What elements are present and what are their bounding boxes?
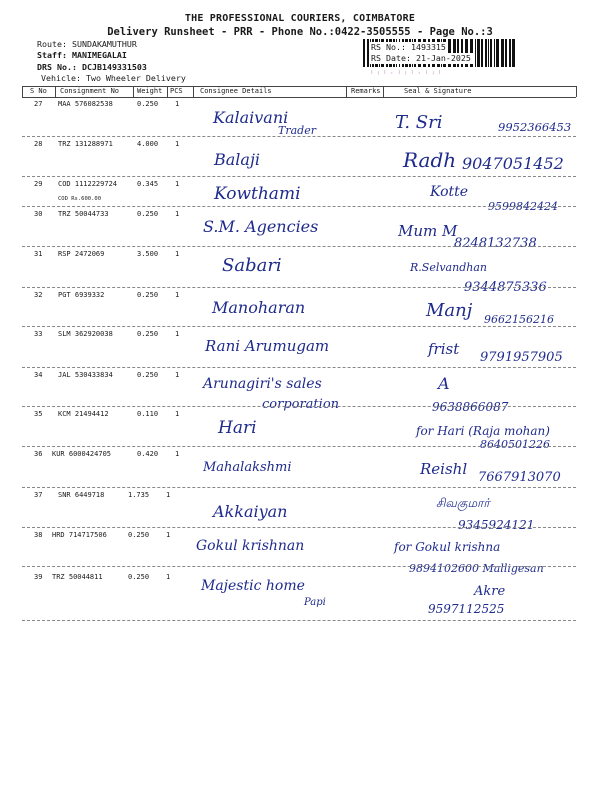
consignee-handwriting: Sabari [222, 255, 282, 276]
row-separator [22, 566, 576, 567]
col-divider [22, 86, 23, 97]
table-header-border [22, 97, 576, 98]
phone-handwriting: 9047051452 [462, 154, 564, 173]
consignee-handwriting: Rani Arumugam [205, 337, 330, 355]
signature-handwriting: for Hari (Raja mohan) [416, 424, 550, 438]
consignee-handwriting: Manoharan [212, 298, 306, 317]
row-weight: 0.250 [137, 330, 159, 338]
row-separator [22, 136, 576, 137]
consignee-handwriting: Balaji [214, 150, 261, 169]
phone-handwriting: 7667913070 [478, 470, 561, 485]
row-separator [22, 326, 576, 327]
signature-handwriting: Manj [426, 300, 473, 321]
row-consignment-no: MAA 576082538 [58, 100, 113, 108]
signature-handwriting: Radh [403, 148, 457, 172]
row-weight: 0.420 [137, 450, 159, 458]
row-pcs: 1 [166, 573, 171, 581]
row-sno: 28 [34, 140, 43, 148]
signature-handwriting: Mum M [398, 222, 458, 240]
col-header-seal: Seal & Signature [404, 87, 472, 95]
row-pcs: 1 [175, 450, 180, 458]
row-weight: 3.500 [137, 250, 159, 258]
row-sno: 39 [34, 573, 43, 581]
phone-handwriting: 9791957905 [480, 350, 563, 365]
col-header-remarks: Remarks [351, 87, 381, 95]
consignee-handwriting: S.M. Agencies [203, 217, 319, 236]
barcode-bar [512, 39, 515, 67]
consignee-handwriting: corporation [262, 397, 340, 412]
barcode-bar [488, 39, 489, 67]
col-header-pcs: PCS [170, 87, 183, 95]
barcode-bar [490, 39, 492, 67]
row-weight: 0.250 [128, 531, 150, 539]
phone-handwriting: 9638866087 [432, 400, 509, 414]
barcode-bar [481, 39, 483, 67]
consignee-handwriting: Mahalakshmi [203, 460, 292, 475]
signature-handwriting: Akre [474, 584, 506, 599]
row-weight: 1.735 [128, 491, 150, 499]
consignee-handwriting: Papi [304, 597, 326, 608]
barcode-bar [509, 39, 511, 67]
row-separator [22, 176, 576, 177]
col-divider [55, 86, 56, 97]
row-separator [22, 367, 576, 368]
row-consignment-no: SNR 6449718 [58, 491, 105, 499]
row-sno: 27 [34, 100, 43, 108]
row-consignment-no: TRZ 50044733 [58, 210, 109, 218]
row-pcs: 1 [175, 291, 180, 299]
row-consignment-no: KCM 21494412 [58, 410, 109, 418]
col-divider [167, 86, 168, 97]
barcode-bar [363, 39, 365, 67]
drs-info [37, 62, 147, 73]
row-weight: 0.250 [137, 210, 159, 218]
staff-info [37, 50, 127, 61]
row-separator [22, 487, 576, 488]
row-pcs: 1 [166, 531, 171, 539]
row-sno: 29 [34, 180, 43, 188]
vehicle-info: Vehicle: Two Wheeler Delivery [41, 73, 186, 83]
row-sno: 37 [34, 491, 43, 499]
phone-handwriting: 8248132738 [454, 236, 537, 251]
consignee-handwriting: Hari [218, 418, 257, 438]
signature-handwriting: R.Selvandhan [410, 261, 487, 274]
staff-label: Staff: [37, 50, 72, 60]
runsheet-subtitle: Delivery Runsheet - PRR - Phone No.:0422-3505555 - Page No.:3 [107, 26, 493, 38]
col-header-consignment: Consignment No [60, 87, 120, 95]
row-weight: 0.345 [137, 180, 159, 188]
signature-handwriting: சிவகுமார் [436, 496, 490, 510]
consignee-handwriting: Kowthami [214, 184, 301, 204]
row-pcs: 1 [175, 100, 180, 108]
row-sno: 30 [34, 210, 43, 218]
row-weight: 4.000 [137, 140, 159, 148]
signature-handwriting: Kotte [430, 184, 469, 200]
barcode-bar [485, 39, 487, 67]
row-consignment-no: SLM 362920038 [58, 330, 113, 338]
row-separator [22, 246, 576, 247]
row-weight: 0.250 [128, 573, 150, 581]
row-consignment-no: COD 1112229724 [58, 180, 118, 188]
signature-handwriting: T. Sri [395, 112, 443, 133]
row-separator [22, 206, 576, 207]
phone-handwriting: 9597112525 [428, 602, 505, 616]
row-consignment-no: TRZ 131288971 [58, 140, 113, 148]
row-separator [22, 527, 576, 528]
signature-handwriting: frist [428, 340, 460, 358]
row-consignment-no: RSP 2472069 [58, 250, 105, 258]
row-pcs: 1 [175, 410, 180, 418]
row-consignment-no: HRD 714717506 [52, 531, 107, 539]
row-pcs: 1 [175, 210, 180, 218]
row-consignment-no: KUR 6000424705 [52, 450, 112, 458]
row-separator [22, 620, 576, 621]
barcode-bar [477, 39, 480, 67]
col-header-weight: Weight [137, 87, 163, 95]
col-header-sno: S No [30, 87, 47, 95]
consignee-handwriting: Gokul krishnan [196, 538, 305, 554]
col-header-consignee: Consignee Details [200, 87, 272, 95]
col-divider [383, 86, 384, 97]
consignee-handwriting: Kalaivani [213, 108, 289, 127]
phone-handwriting: 8640501226 [480, 438, 550, 451]
col-divider [576, 86, 577, 97]
row-sno: 34 [34, 371, 43, 379]
faint-stamp-marks: ᴵ ᵎ ᴵ ˑ ᴵ ᵎ ᴵ ˑ ᴵ ᵎ ᴵ [371, 70, 442, 80]
row-weight: 0.250 [137, 291, 159, 299]
col-divider [193, 86, 194, 97]
row-separator [22, 446, 576, 447]
row-sno: 33 [34, 330, 43, 338]
col-divider [133, 86, 134, 97]
row-weight: 0.110 [137, 410, 159, 418]
row-separator [22, 406, 576, 407]
row-pcs: 1 [175, 250, 180, 258]
row-pcs: 1 [175, 140, 180, 148]
barcode-bar [475, 39, 476, 67]
row-consignment-no: JAL 530433834 [58, 371, 113, 379]
signature-handwriting: for Gokul krishna [394, 540, 501, 554]
row-pcs: 1 [175, 180, 180, 188]
row-pcs: 1 [166, 491, 171, 499]
rs-date: RS Date: 21-Jan-2025 [371, 53, 471, 63]
drs-number: DCJB149331503 [81, 62, 147, 72]
signature-handwriting: Reishl [420, 460, 468, 478]
cod-amount: COD Rs.600.00 [58, 196, 102, 202]
row-pcs: 1 [175, 371, 180, 379]
staff-name: MANIMEGALAI [71, 50, 127, 60]
rs-number: RS No.: 1493315 [371, 42, 446, 52]
row-weight: 0.250 [137, 371, 159, 379]
row-consignment-no: PGT 6939332 [58, 291, 105, 299]
row-sno: 38 [34, 531, 43, 539]
row-consignment-no: TRZ 50044811 [52, 573, 103, 581]
consignee-handwriting: Majestic home [201, 578, 305, 594]
phone-handwriting: 9599842424 [488, 200, 558, 213]
barcode-bar [494, 39, 495, 67]
phone-handwriting: 9894102600 Malligesan [409, 562, 544, 575]
drs-label: DRS No.: [37, 62, 82, 72]
row-separator [22, 287, 576, 288]
row-sno: 31 [34, 250, 43, 258]
barcode-bar [505, 39, 507, 67]
consignee-handwriting: Akkaiyan [213, 502, 288, 521]
signature-handwriting: A [438, 374, 450, 393]
col-divider [346, 86, 347, 97]
row-sno: 36 [34, 450, 43, 458]
row-weight: 0.250 [137, 100, 159, 108]
consignee-handwriting: Trader [278, 124, 316, 137]
phone-handwriting: 9662156216 [484, 313, 554, 326]
row-pcs: 1 [175, 330, 180, 338]
row-sno: 32 [34, 291, 43, 299]
row-sno: 35 [34, 410, 43, 418]
barcode-bar [496, 39, 499, 67]
consignee-handwriting: Arunagiri's sales [203, 376, 322, 392]
company-title: THE PROFESSIONAL COURIERS, COIMBATORE [184, 13, 416, 24]
phone-handwriting: 9344875336 [464, 280, 547, 295]
phone-handwriting: 9345924121 [458, 518, 535, 532]
route-info: Route: SUNDAKAMUTHUR [37, 39, 137, 49]
barcode-bar [501, 39, 504, 67]
phone-handwriting: 9952366453 [498, 120, 572, 134]
